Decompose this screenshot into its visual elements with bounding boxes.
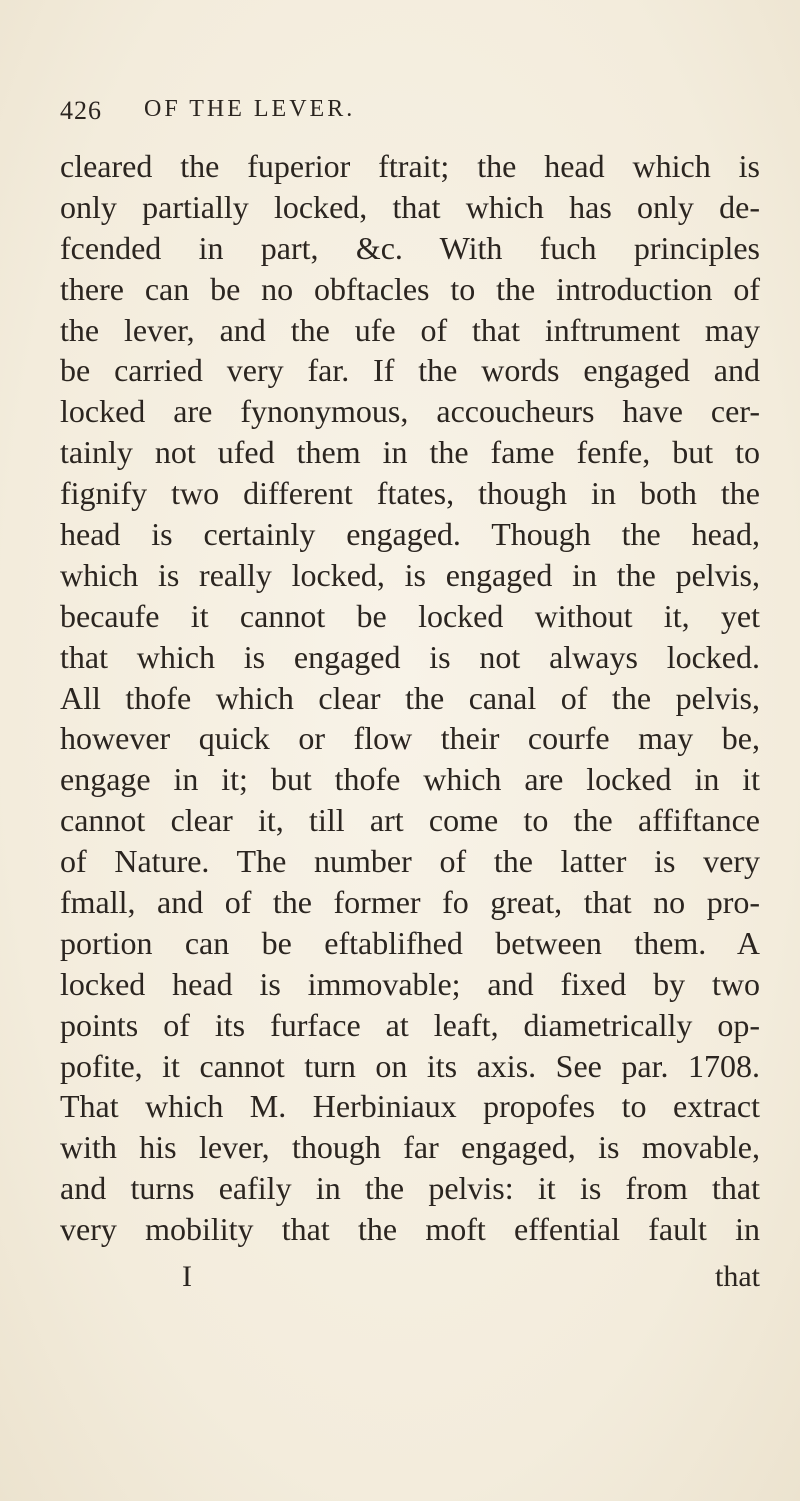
- text-line: head is certainly engaged. Though the head,: [60, 516, 760, 553]
- text-line: points of its furface at leaft, diametrically op-: [60, 1006, 760, 1043]
- text-line: engage in it; but thofe which are locked in it: [60, 761, 760, 798]
- text-line: becaufe it cannot be locked without it, yet: [60, 597, 760, 634]
- text-line: very mobility that the moft effential fault in: [60, 1211, 760, 1248]
- page-header: [60, 96, 760, 136]
- text-line: cannot clear it, till art come to the affiftance: [60, 802, 760, 839]
- text-line: locked head is immovable; and fixed by two: [60, 965, 760, 1002]
- text-line: fcended in part, &c. With fuch principles: [60, 229, 760, 266]
- signature-mark: I: [182, 1260, 192, 1293]
- text-line: only partially locked, that which has only de-: [60, 188, 760, 225]
- text-line: locked are fynonymous, accoucheurs have cer-: [60, 393, 760, 430]
- text-line: with his lever, though far engaged, is movable,: [60, 1129, 760, 1166]
- text-line: the lever, and the ufe of that inftrument may: [60, 311, 760, 348]
- text-line: that which is engaged is not always locked.: [60, 638, 760, 675]
- text-line: which is really locked, is engaged in the pelvis,: [60, 556, 760, 593]
- running-head: OF THE LEVER.: [144, 96, 356, 122]
- text-line: there can be no obftacles to the introduction of: [60, 270, 760, 307]
- page-footer: [60, 1260, 760, 1300]
- page-number: 426: [60, 96, 102, 125]
- text-line: be carried very far. If the words engaged and: [60, 352, 760, 389]
- text-line: portion can be eftablifhed between them. A: [60, 924, 760, 961]
- text-line: That which M. Herbiniaux propofes to extract: [60, 1088, 760, 1125]
- body-text: [60, 146, 760, 1250]
- text-line: and turns eafily in the pelvis: it is from that: [60, 1170, 760, 1207]
- text-line: cleared the fuperior ftrait; the head which is: [60, 148, 760, 184]
- text-line: pofite, it cannot turn on its axis. See par. 1708.: [60, 1047, 760, 1084]
- catchword: that: [715, 1260, 760, 1293]
- text-line: of Nature. The number of the latter is very: [60, 843, 760, 880]
- text-line: however quick or flow their courfe may be,: [60, 720, 760, 757]
- text-line: fignify two different ftates, though in both the: [60, 475, 760, 512]
- text-line: All thofe which clear the canal of the pelvis,: [60, 679, 760, 716]
- text-line: tainly not ufed them in the fame fenfe, but to: [60, 434, 760, 471]
- text-line: fmall, and of the former fo great, that no pro-: [60, 884, 760, 921]
